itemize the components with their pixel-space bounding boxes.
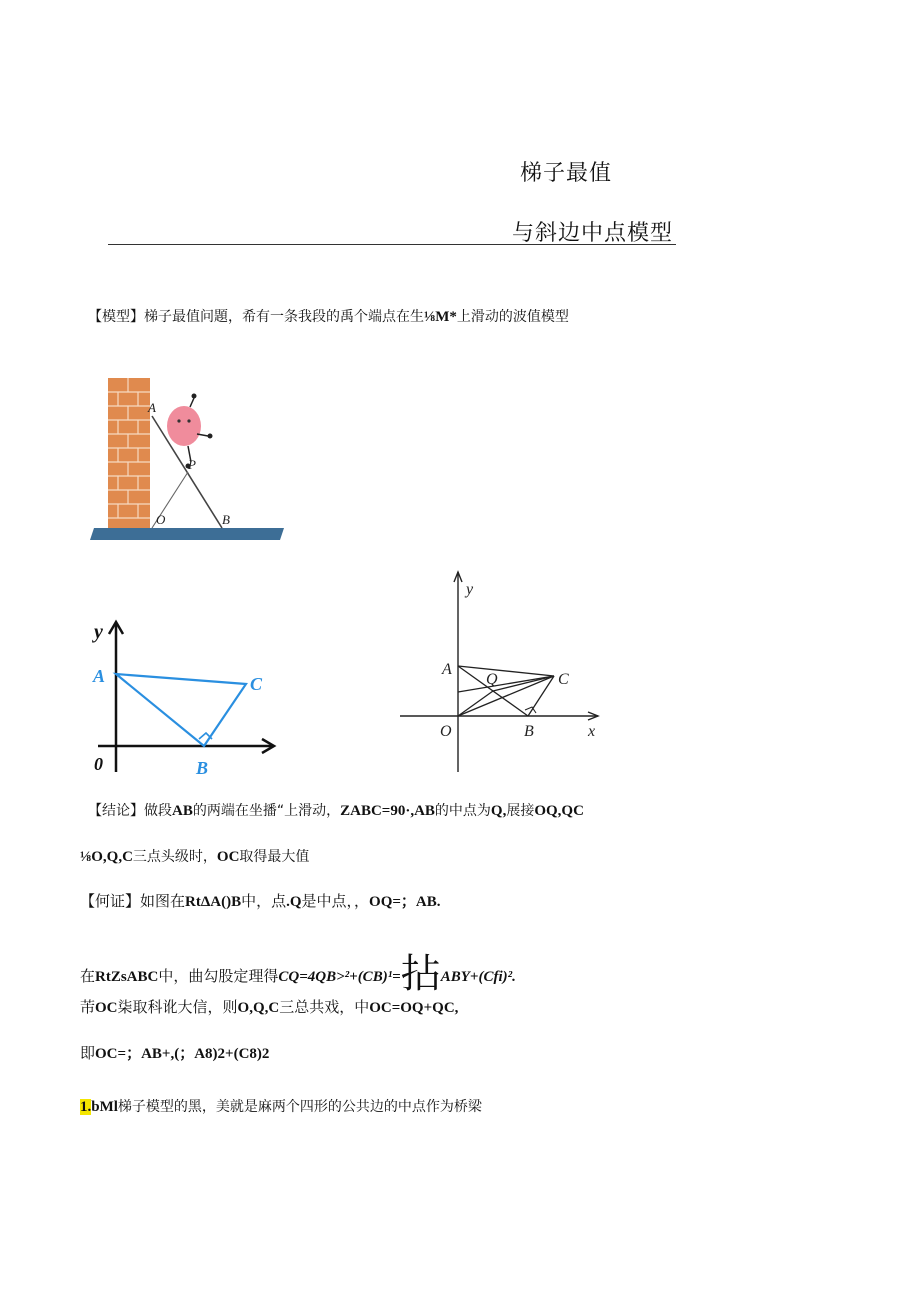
proof-line-1 [80, 890, 441, 911]
proof-l3-b: OC [95, 1000, 118, 1016]
proof-l3-d: O,Q,C [237, 1000, 280, 1016]
item-1-number: 1. [80, 1099, 92, 1115]
fig1-label-o: O [156, 512, 166, 527]
proof-l2-b: RtZsABC [95, 969, 159, 985]
proof-tag: 【何证】 [80, 892, 141, 910]
conclusion-tag: 【结论】 [88, 803, 144, 819]
conclusion-points: ⅛O,Q,C [80, 849, 133, 865]
conclusion-collinear: 三点头级时， [132, 849, 217, 865]
proof-l1-b: RtΔA()B [185, 894, 242, 910]
creature-antenna-tip [192, 394, 197, 399]
fig2-label-y: y [94, 621, 103, 643]
fig2-label-c: C [250, 674, 263, 694]
proof-l3-e: 三总共戏，中 [279, 998, 370, 1016]
ground-bar [90, 528, 284, 540]
title-line-1: 梯子最值 [520, 161, 613, 186]
proof-line-4 [80, 1042, 269, 1063]
proof-l1-a: 如图在 [140, 892, 186, 910]
fig3-label-x: x [588, 723, 596, 740]
creature-eye-right [187, 419, 190, 422]
conclusion-text-4: 展接 [506, 803, 535, 819]
fig1-label-b: B [222, 512, 230, 527]
proof-l2-c: 中，曲勾股定理得 [158, 967, 279, 985]
fig2-right-angle-mark [199, 733, 212, 739]
proof-l3-a: 芾 [80, 998, 96, 1016]
conclusion-oq-qc: OQ,QC [534, 803, 584, 819]
item-1 [80, 1096, 482, 1116]
creature-body [167, 406, 201, 446]
ladder-wall-figure [88, 376, 298, 544]
creature-eye-left [177, 419, 180, 422]
conclusion-text-2: 的两端在坐播“上滑动， [192, 803, 341, 819]
proof-line-3 [80, 996, 458, 1017]
proof-l1-e: 是中点，， [301, 892, 370, 910]
proof-line-2 [80, 942, 516, 999]
item-1-text: 梯子模型的黑，美就是麻两个四形的公共边的中点作为桥梁 [117, 1099, 482, 1115]
fig1-label-p: P [188, 457, 196, 472]
conclusion-text-3: 的中点为 [434, 803, 491, 819]
conclusion-ab: AB [172, 803, 193, 819]
model-tag: 【模型】 [88, 309, 144, 325]
fig3-label-o: O [440, 723, 452, 740]
coordinate-figure [398, 562, 618, 782]
conclusion-oc: OC [216, 849, 240, 865]
proof-l2-e: ABY+(Cfi)². [440, 969, 516, 985]
creature-hand [208, 434, 213, 439]
conclusion-q: Q, [490, 803, 507, 819]
proof-l2-glyph: 拈 [400, 951, 441, 997]
fig1-label-a: A [148, 400, 156, 415]
proof-l4-b: OC=；AB+,(；A8)2+(C8)2 [95, 1046, 270, 1062]
item-1-code: bMl [91, 1099, 118, 1115]
model-term: ⅛M* [424, 309, 457, 325]
conclusion-angle: ZABC=90·,AB [340, 803, 435, 819]
model-text: 梯子最值问題，希有一条我段的禹个端点在生 [144, 309, 424, 325]
fig2-label-b: B [196, 758, 209, 778]
fig3-lines [458, 666, 554, 716]
conclusion-max: 取得最大值 [239, 849, 310, 865]
title-underline [108, 244, 676, 245]
proof-l1-f: OQ=；AB. [369, 894, 441, 910]
proof-l1-c: 中，点 [241, 892, 287, 910]
fig2-triangle [116, 674, 246, 746]
proof-l2-d: CQ=4QB>²+(CB)¹= [278, 969, 401, 985]
fig2-label-a: A [93, 666, 106, 686]
fig3-label-q: Q [486, 671, 498, 688]
creature-antenna [190, 398, 194, 407]
fig3-label-b: B [524, 723, 534, 740]
proof-l3-c: 柒取科讹大信，则 [117, 998, 238, 1016]
conclusion-line-1 [88, 800, 584, 820]
fig3-label-c: C [558, 671, 569, 688]
blue-triangle-figure [88, 612, 298, 782]
title-line-2: 与斜边中点模型 [512, 221, 674, 246]
conclusion-line-2 [80, 846, 309, 866]
proof-l4-a: 即 [80, 1044, 96, 1062]
brick-wall [108, 378, 150, 528]
fig2-label-o: 0 [94, 754, 103, 774]
proof-l2-a: 在 [80, 967, 96, 985]
fig3-label-y: y [466, 581, 474, 598]
conclusion-text-1: 做段 [144, 803, 172, 819]
model-tail: 上滑动的波值模型 [456, 309, 569, 325]
proof-l3-f: OC=OQ+QC, [369, 1000, 459, 1016]
fig3-label-a: A [442, 661, 452, 678]
model-paragraph [88, 306, 569, 326]
proof-l1-d: .Q [286, 894, 302, 910]
